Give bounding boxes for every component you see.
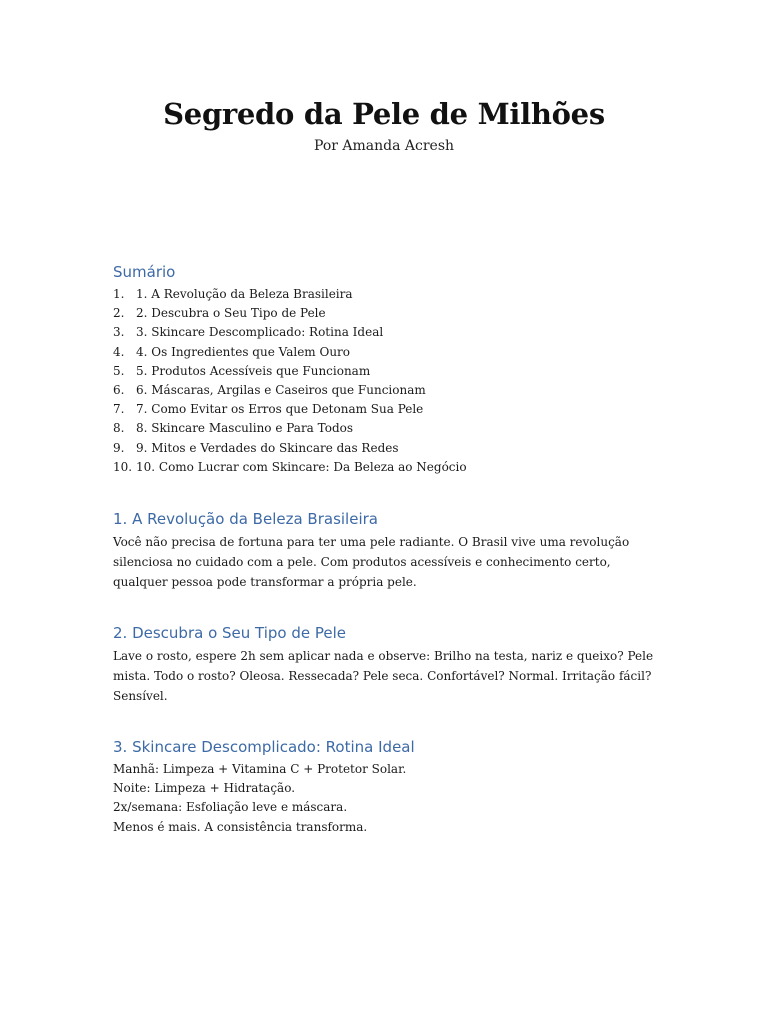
toc-heading: Sumário xyxy=(113,263,176,281)
toc-item[interactable] xyxy=(113,400,467,419)
toc-item-label: 5. Produtos Acessíveis que Funcionam xyxy=(136,363,371,378)
toc-item-label: 8. Skincare Masculino e Para Todos xyxy=(136,421,354,436)
toc-item-label: 6. Máscaras, Argilas e Caseiros que Funcionam xyxy=(136,383,426,398)
toc-item[interactable] xyxy=(113,362,467,381)
routine-line: 2x/semana: Esfoliação leve e máscara. xyxy=(113,800,348,815)
section-paragraph: Lave o rosto, espere 2h sem aplicar nada e observe: Brilho na testa, nariz e queixo? Pele mista. Todo o rosto? Oleosa. Ressecada? Pele seca. Confortável? Normal. Irritação fácil? Sensível. xyxy=(113,649,654,703)
routine-line: Noite: Limpeza + Hidratação. xyxy=(113,781,296,796)
toc-item-number: 4. xyxy=(113,344,125,359)
toc-item[interactable] xyxy=(113,458,467,477)
toc-item-number: 1. xyxy=(113,287,125,301)
document-author: Por Amanda Acresh xyxy=(313,138,455,154)
routine-line: Manhã: Limpeza + Vitamina C + Protetor Solar. xyxy=(113,762,407,776)
toc-item-label: 9. Mitos e Verdades do Skincare das Redes xyxy=(136,440,399,455)
toc-item[interactable] xyxy=(113,304,467,323)
section-heading: 1. A Revolução da Beleza Brasileira xyxy=(113,510,378,528)
toc-item[interactable] xyxy=(113,381,467,400)
toc-item-number: 3. xyxy=(113,325,125,340)
toc-item-label: 10. Como Lucrar com Skincare: Da Beleza ao Negócio xyxy=(136,459,467,474)
toc-item-label: 1. A Revolução da Beleza Brasileira xyxy=(136,287,353,301)
toc-item[interactable] xyxy=(113,419,467,438)
toc-item-number: 2. xyxy=(113,306,125,321)
toc-item-label: 3. Skincare Descomplicado: Rotina Ideal xyxy=(136,325,384,340)
toc-item-label: 2. Descubra o Seu Tipo de Pele xyxy=(136,306,326,321)
toc-item-number: 6. xyxy=(113,383,125,398)
toc-item-label: 7. Como Evitar os Erros que Detonam Sua Pele xyxy=(136,402,424,417)
toc-item-number: 5. xyxy=(113,363,125,378)
section-lines xyxy=(113,760,658,837)
toc-item-number: 9. xyxy=(113,440,125,455)
toc-item-number: 8. xyxy=(113,421,125,436)
toc-item[interactable] xyxy=(113,285,467,304)
section-paragraph: Você não precisa de fortuna para ter uma pele radiante. O Brasil vive uma revolução silenciosa no cuidado com a pele. Com produtos acessíveis e conhecimento certo, qualquer pessoa pode transformar a própria pele. xyxy=(113,535,630,589)
document-title: Segredo da Pele de Milhões xyxy=(163,97,605,131)
toc-item-label: 4. Os Ingredientes que Valem Ouro xyxy=(136,344,351,359)
toc-item[interactable] xyxy=(113,323,467,342)
section-heading: 2. Descubra o Seu Tipo de Pele xyxy=(113,624,347,642)
table-of-contents xyxy=(113,285,467,477)
toc-item[interactable] xyxy=(113,343,467,362)
section-heading: 3. Skincare Descomplicado: Rotina Ideal xyxy=(113,738,415,756)
routine-line: Menos é mais. A consistência transforma. xyxy=(113,819,368,834)
toc-item-number: 10. xyxy=(113,459,133,474)
toc-item-number: 7. xyxy=(113,402,125,417)
toc-item[interactable] xyxy=(113,439,467,458)
